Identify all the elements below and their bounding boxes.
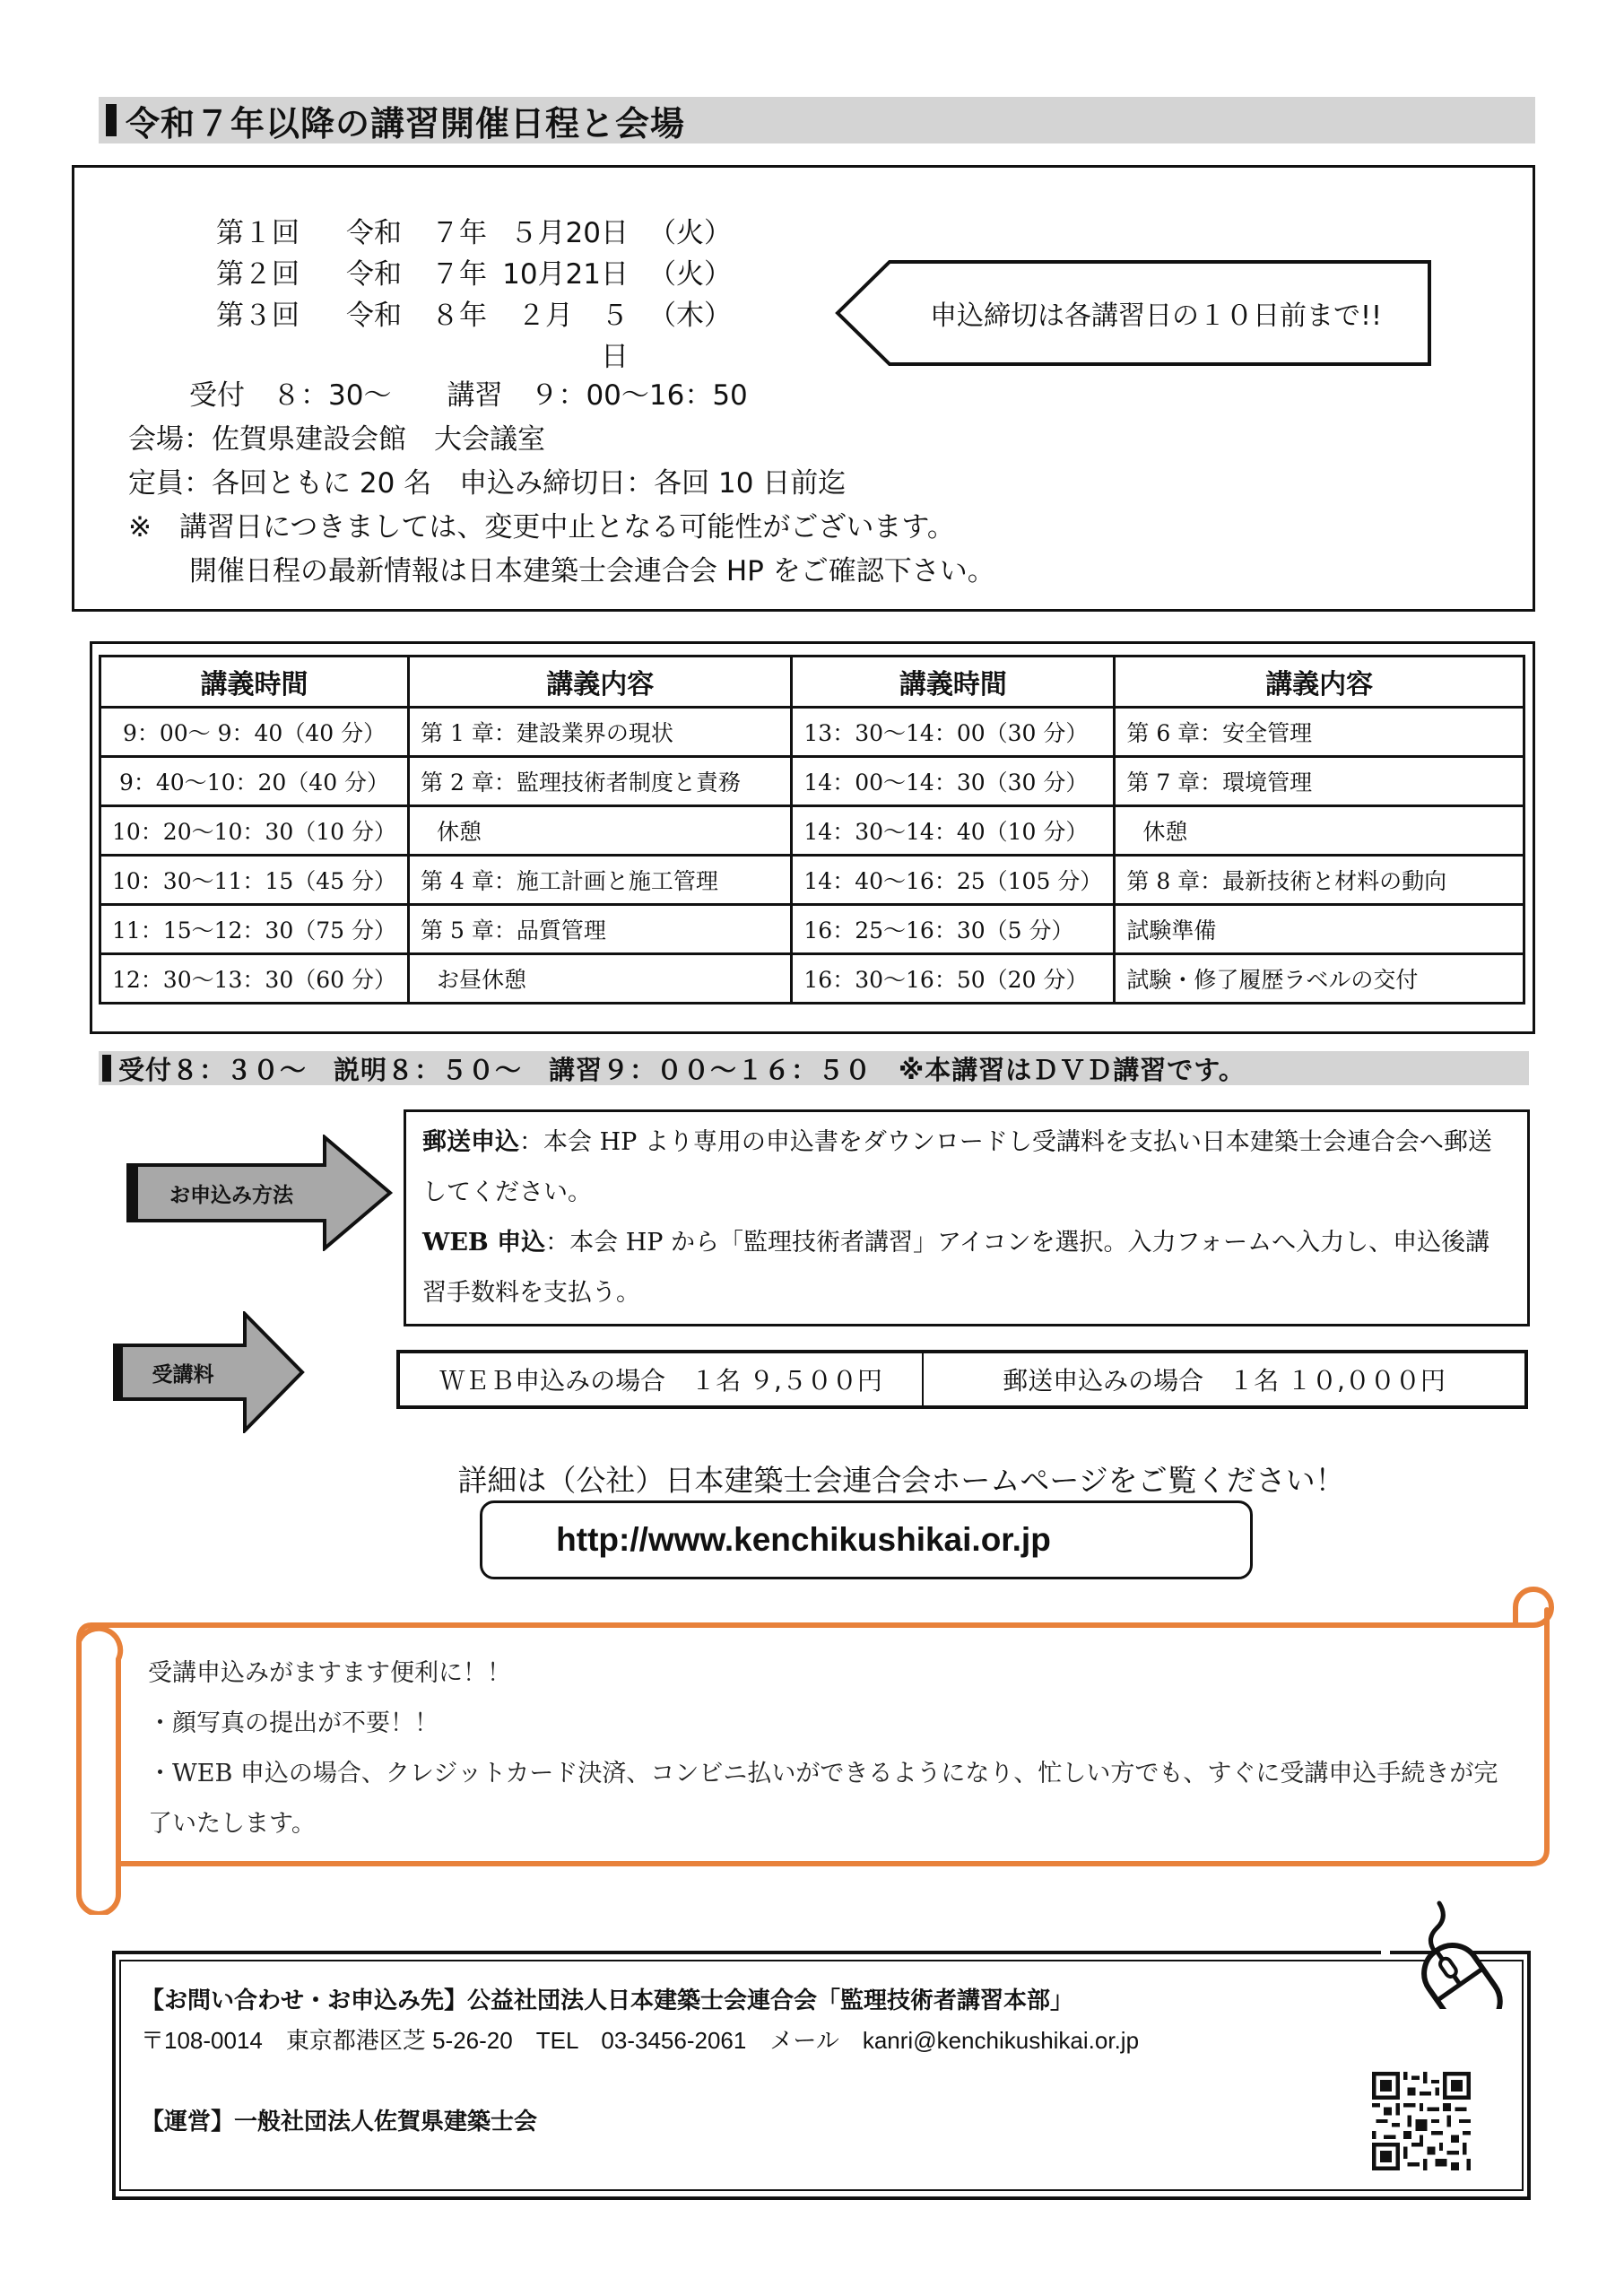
table-row [100, 806, 1524, 856]
mail-application-label: 郵送申込 [422, 1128, 519, 1156]
lecture-time: 10：20～10：30（10 分） [100, 806, 409, 856]
schedule-date-row [216, 295, 732, 378]
section-header-schedule [99, 97, 1535, 144]
year-label: ７年 [431, 217, 487, 249]
date-label: ２月 ５日 [517, 300, 629, 373]
schedule-date-row [216, 213, 732, 254]
table-row [100, 905, 1524, 954]
lecture-content: 試験準備 [1115, 905, 1524, 954]
lecture-time: 14：00～14：30（30 分） [792, 757, 1115, 806]
schedule-date-row [216, 254, 732, 295]
column-header: 講義内容 [409, 657, 792, 708]
lecture-content: 第 6 章：安全管理 [1115, 708, 1524, 757]
web-application [422, 1218, 1511, 1318]
lecture-content: 第 7 章：環境管理 [1115, 757, 1524, 806]
contact-box [112, 1951, 1531, 2200]
mail-application-text: ：本会 HP より専用の申込書をダウンロードし受講料を支払い日本建築士会連合会へ郵送してください。 [422, 1128, 1492, 1206]
venue: 会場：佐賀県建設会館 大会議室 [128, 423, 545, 456]
year-label: ７年 [431, 258, 487, 291]
contact-address[interactable]: 〒108-0014 東京都港区芝 5-26-20 TEL 03-3456-2061 メール kanri@kenchikushikai.or.jp [141, 2027, 1140, 2054]
apply-method-label: お申込み方法 [169, 1183, 293, 1207]
section-title: 令和７年以降の講習開催日程と会場 [126, 103, 686, 144]
fee-box [396, 1350, 1528, 1409]
web-application-label: WEB 申込 [422, 1229, 546, 1257]
header-mark [106, 104, 117, 136]
weekday-label: （木） [648, 300, 732, 332]
lecture-time: 9：40～10：20（40 分） [100, 757, 409, 806]
url-box[interactable] [480, 1500, 1253, 1579]
column-header: 講義時間 [792, 657, 1115, 708]
round-label: 第３回 [216, 300, 300, 332]
section-header-timing [99, 1051, 1529, 1085]
lecture-time: 13：30～14：00（30 分） [792, 708, 1115, 757]
schedule-info [128, 374, 995, 594]
note-line: 開催日程の最新情報は日本建築士会連合会 HP をご確認下さい。 [189, 555, 995, 587]
scroll-line: 受講申込みがますます便利に！！ [148, 1659, 511, 1687]
scroll-line: ・WEB 申込の場合、クレジットカード決済、コンビニ払いができるようになり、忙しい方でも、すぐに受講申込手続きが完了いたします。 [148, 1760, 1498, 1838]
year-label: ８年 [431, 300, 487, 332]
schedule-box [72, 165, 1535, 612]
schedule-dates [216, 213, 732, 378]
lecture-content: 第 5 章：品質管理 [409, 905, 792, 954]
lecture-content: 第 1 章：建設業界の現状 [409, 708, 792, 757]
round-label: 第１回 [216, 217, 300, 249]
note-line: ※ 講習日につきましては、変更中止となる可能性がございます。 [128, 511, 955, 544]
apply-method-arrow [126, 1135, 395, 1251]
mail-fee: 郵送申込みの場合 １名 １０,０００円 [1003, 1366, 1446, 1396]
deadline-callout [834, 258, 1433, 368]
reception-time: 受付 ８：30～ 講習 ９：00～16：50 [189, 379, 748, 412]
date-label: 10月21日 [502, 258, 629, 291]
column-header: 講義時間 [100, 657, 409, 708]
details-note: 詳細は（公社）日本建築士会連合会ホームページをご覧ください！ [457, 1463, 1345, 1498]
lecture-time: 9：00～ 9：40（40 分） [100, 708, 409, 757]
lecture-table-frame [90, 641, 1535, 1034]
table-header-row [100, 657, 1524, 708]
capacity: 定員：各回ともに 20 名 申込み締切日：各回 10 日前迄 [128, 467, 847, 500]
lecture-content: 第 2 章：監理技術者制度と責務 [409, 757, 792, 806]
web-application-text: ：本会 HP から「監理技術者講習」アイコンを選択。入力フォームへ入力し、申込後講習手数料を支払う。 [422, 1229, 1490, 1307]
weekday-label: （火） [648, 217, 732, 249]
lecture-time: 14：40～16：25（105 分） [792, 856, 1115, 905]
table-row [100, 708, 1524, 757]
lecture-table [99, 655, 1525, 1004]
lecture-content: 試験・修了履歴ラベルの交付 [1115, 954, 1524, 1004]
era-label: 令和 [346, 258, 402, 291]
round-label: 第２回 [216, 258, 300, 291]
web-fee: ＷＥＢ申込みの場合 １名 ９,５００円 [400, 1353, 924, 1405]
lecture-content: 第 4 章：施工計画と施工管理 [409, 856, 792, 905]
date-label: ５月20日 [509, 217, 629, 249]
qr-code[interactable] [1372, 2072, 1471, 2170]
computer-mouse-icon [1381, 1892, 1507, 2009]
weekday-label: （火） [648, 258, 732, 291]
era-label: 令和 [346, 300, 402, 332]
lecture-time: 16：25～16：30（5 分） [792, 905, 1115, 954]
lecture-time: 14：30～14：40（10 分） [792, 806, 1115, 856]
contact-organization: 【お問い合わせ・お申込み先】公益社団法人日本建築士会連合会「監理技術者講習本部」 [141, 1987, 1074, 2014]
scroll-left-curl [79, 1629, 120, 1659]
fee-label: 受講料 [152, 1362, 214, 1387]
column-header: 講義内容 [1115, 657, 1524, 708]
table-row [100, 757, 1524, 806]
lecture-content: 休憩 [409, 806, 792, 856]
header-mark [102, 1055, 111, 1082]
operator: 【運営】一般社団法人佐賀県建築士会 [141, 2109, 538, 2135]
lecture-time: 16：30～16：50（20 分） [792, 954, 1115, 1004]
lecture-content: お昼休憩 [409, 954, 792, 1004]
table-row [100, 856, 1524, 905]
timing-summary: 受付８：３０～ 説明８：５０～ 講習９：００～１６：５０ ※本講習はＤＶＤ講習です。 [118, 1054, 1246, 1085]
website-link[interactable]: http://www.kenchikushikai.or.jp [556, 1521, 1051, 1558]
lecture-time: 12：30～13：30（60 分） [100, 954, 409, 1004]
scroll-line: ・顔写真の提出が不要！！ [148, 1709, 439, 1737]
application-methods-box [404, 1109, 1530, 1326]
lecture-content: 休憩 [1115, 806, 1524, 856]
lecture-content: 第 8 章：最新技術と材料の動向 [1115, 856, 1524, 905]
table-row [100, 954, 1524, 1004]
lecture-time: 10：30～11：15（45 分） [100, 856, 409, 905]
mail-application [422, 1118, 1511, 1218]
fee-arrow [112, 1311, 308, 1433]
deadline-text: 申込締切は各講習日の１０日前まで!! [929, 300, 1383, 332]
era-label: 令和 [346, 217, 402, 249]
scroll-left-edge [79, 1625, 118, 1914]
scroll-banner-text [148, 1648, 1520, 1849]
lecture-time: 11：15～12：30（75 分） [100, 905, 409, 954]
